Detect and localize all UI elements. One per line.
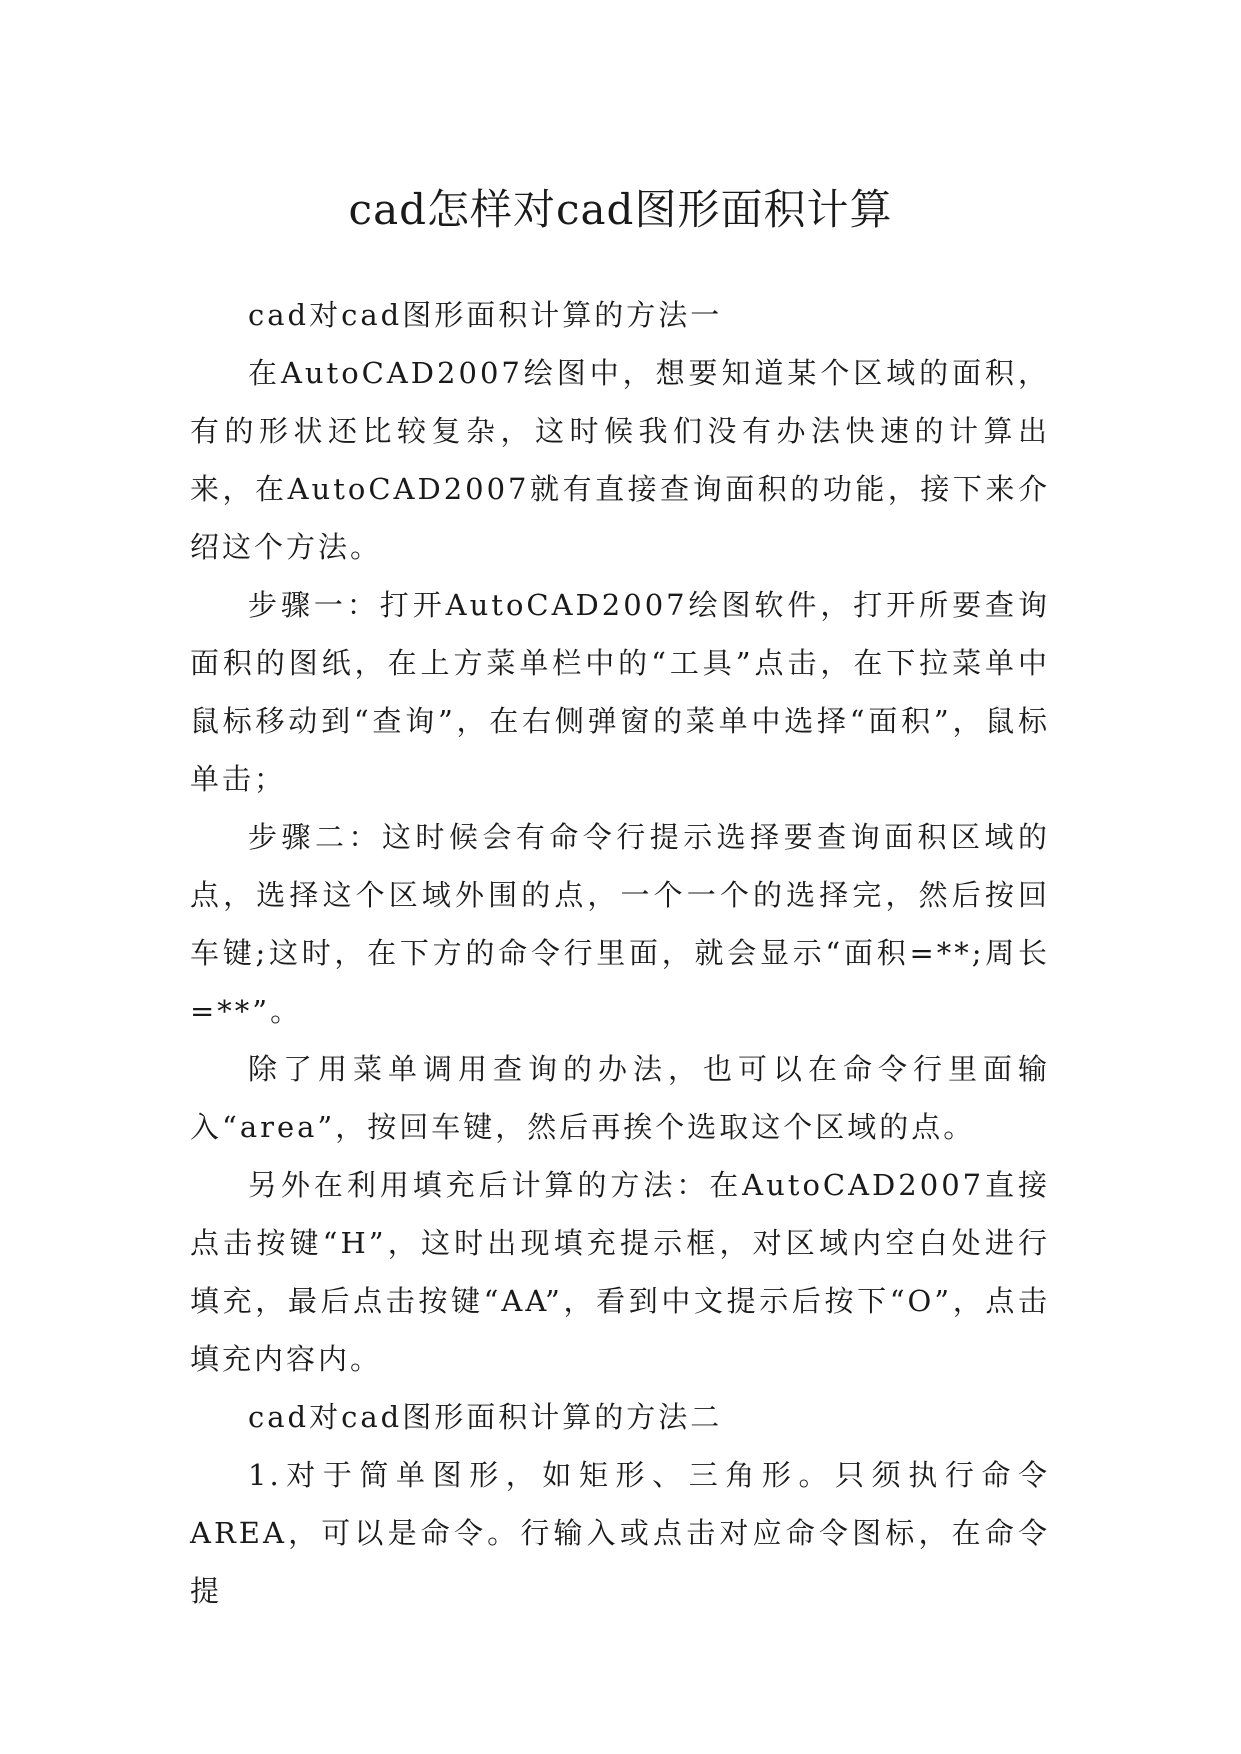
simple-shapes-paragraph: 1.对于简单图形，如矩形、三角形。只须执行命令AREA，可以是命令。行输入或点击对应命令图标，在命令提 bbox=[190, 1458, 1050, 1608]
section-heading-method-one: cad对cad图形面积计算的方法一 bbox=[248, 298, 723, 332]
intro-paragraph: 在AutoCAD2007绘图中，想要知道某个区域的面积，有的形状还比较复杂，这时候我们没有办法快速的计算出来，在AutoCAD2007就有直接查询面积的功能，接下来介绍这个方法。 bbox=[190, 356, 1050, 564]
area-command-paragraph: 除了用菜单调用查询的办法，也可以在命令行里面输入“area”，按回车键，然后再挨个选取这个区域的点。 bbox=[190, 1052, 1050, 1144]
step-one-paragraph: 步骤一：打开AutoCAD2007绘图软件，打开所要查询面积的图纸，在上方菜单栏中的“工具”点击，在下拉菜单中鼠标移动到“查询”，在右侧弹窗的菜单中选择“面积”，鼠标单击； bbox=[190, 588, 1050, 796]
document-title: cad怎样对cad图形面积计算 bbox=[348, 185, 893, 235]
hatch-method-paragraph: 另外在利用填充后计算的方法：在AutoCAD2007直接点击按键“H”，这时出现填充提示框，对区域内空白处进行填充，最后点击按键“AA”，看到中文提示后按下“O”，点击填充内容内。 bbox=[190, 1168, 1050, 1376]
step-two-paragraph: 步骤二：这时候会有命令行提示选择要查询面积区域的点，选择这个区域外围的点，一个一个的选择完，然后按回车键;这时，在下方的命令行里面，就会显示“面积=**;周长=**”。 bbox=[190, 820, 1050, 1028]
document-body bbox=[190, 286, 1050, 1620]
section-heading-method-two: cad对cad图形面积计算的方法二 bbox=[248, 1400, 723, 1434]
